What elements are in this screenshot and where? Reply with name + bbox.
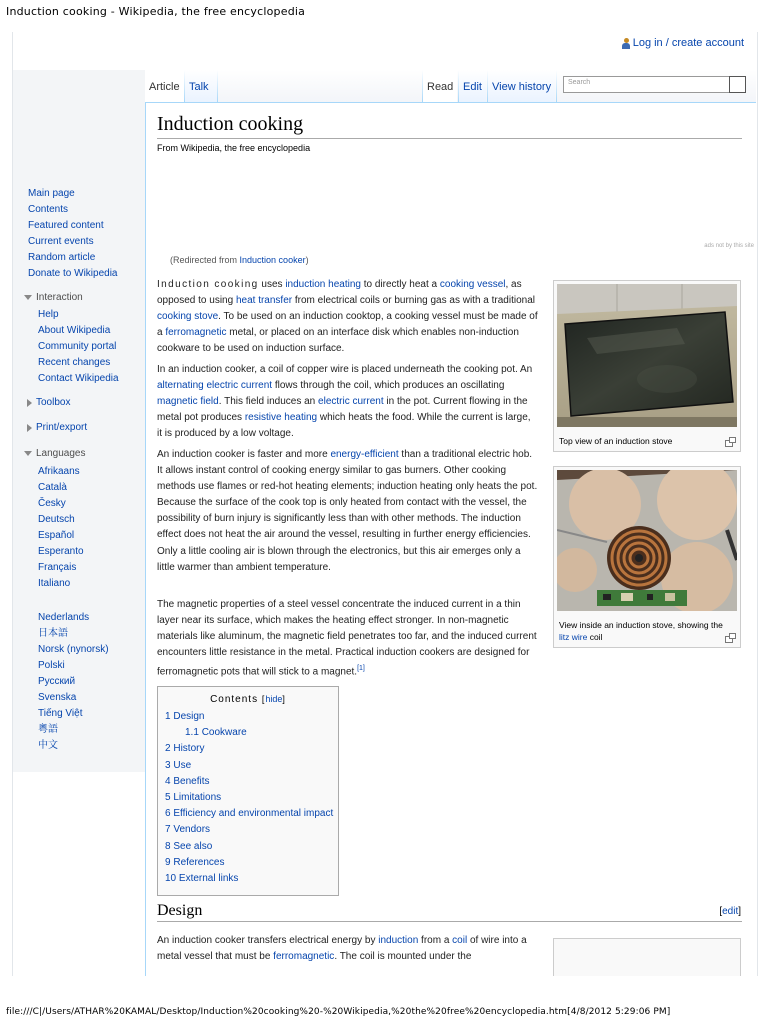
lang-japanese[interactable]: 日本語 [38,628,68,639]
interaction-nav [38,307,119,387]
lang-norsk-nynorsk[interactable]: Norsk (nynorsk) [38,644,109,655]
interaction-heading[interactable] [24,292,83,303]
main-nav [28,186,118,282]
lang-chinese[interactable]: 中文 [38,740,58,751]
toc-title-text: Contents [210,694,259,705]
text-run: In an induction cooker, a coil of copper wire is placed underneath the cooking pot. An [157,364,533,375]
lead-term: Induction cooking [157,279,259,290]
text-run: than a traditional electric hob. It allows instant control of cooking energy similar to gas burners. Other cooking methods use flames or red-hot heating elements; induction heating only heats the pot. Because the surface of the cook top is only heated from contact with the vessel, the possibility of burn injury is significantly less than with other methods. The induction effect does not heat the air around the vessel, resulting in further energy efficiencies. Only a little cooling air is blown through the electronics, but this air emerges only a little warmer than ambient temperature. [157,449,538,573]
collapse-arrow-icon [24,295,32,300]
link-coil[interactable]: coil [452,935,468,946]
toc-item-design[interactable] [158,709,338,725]
reference-1[interactable]: [1] [357,665,365,673]
toc-number: 6 [165,808,171,820]
lang-deutsch[interactable]: Deutsch [38,514,75,525]
toc-number: 4 [165,775,171,787]
lang-afrikaans[interactable]: Afrikaans [38,466,80,477]
interaction-label: Interaction [36,292,83,303]
login-link[interactable] [622,37,744,49]
user-icon [622,38,630,49]
text-run: . This field induces an [218,396,319,408]
nav-about-wikipedia[interactable]: About Wikipedia [38,325,111,336]
nav-main-page[interactable]: Main page [28,188,75,199]
toc-item-limitations[interactable] [158,790,338,806]
languages-label: Languages [36,448,86,459]
tab-separator [556,70,557,102]
text-run: of wire into a metal vessel that must be [157,935,527,963]
thumbnail-caption-2 [557,616,737,644]
thumbnail-inside-view [553,466,741,648]
login-label: Log in / create account [632,37,744,49]
lang-tieng-viet[interactable]: Tiếng Việt [38,708,83,719]
collapse-arrow-icon [24,451,32,456]
text-run: An induction cooker transfers electrical energy by [157,935,379,946]
search-button[interactable] [729,76,746,93]
tab-read[interactable]: Read [423,70,457,102]
text-run: in the pot. Current flowing in the metal pot produces [157,396,528,424]
toc-number: 3 [165,759,171,771]
toc-item-references[interactable] [158,855,338,871]
tab-talk[interactable]: Talk [185,70,217,102]
toc-label: Cookware [201,727,247,739]
edit-link[interactable]: edit [722,906,739,917]
tab-view-history[interactable]: View history [488,70,555,102]
link-induction[interactable]: induction [378,935,419,946]
section-heading-design: Design [157,902,742,922]
caption-text: coil [587,632,603,642]
thumbnail-caption-1 [557,432,737,448]
lang-esperanto[interactable]: Esperanto [38,546,84,557]
tab-separator [217,70,218,102]
nav-featured-content[interactable]: Featured content [28,220,104,231]
toolbox-label: Toolbox [36,397,71,408]
redirect-suffix: ) [305,255,309,265]
text-run: to directly heat a [360,279,440,290]
lang-russian[interactable]: Русский [38,676,76,687]
link-ferromagnetic-2[interactable]: ferromagnetic [273,951,335,963]
link-cooking-stove[interactable]: cooking stove [157,311,219,323]
nav-current-events[interactable]: Current events [28,236,94,247]
ads-note: ads not by this site [704,243,754,249]
toc-item-cookware[interactable] [158,725,338,741]
tab-edit[interactable]: Edit [459,70,486,102]
paragraph-intro [157,277,538,357]
nav-recent-changes[interactable]: Recent changes [38,357,111,368]
toc-label: External links [178,873,239,885]
toc-number: 5 [165,792,171,804]
induction-stove-inside-image[interactable] [557,470,737,616]
link-cooking-vessel[interactable]: cooking vessel [439,279,506,290]
toc-label: See also [173,840,213,852]
toc-title: Contents [hide] [210,694,286,705]
lang-francais[interactable]: Français [38,562,77,573]
nav-donate[interactable]: Donate to Wikipedia [28,268,118,279]
toc-number: 9 [165,856,171,868]
sidebar-top [13,70,145,102]
lang-italiano[interactable]: Italiano [38,578,71,589]
lang-svenska[interactable]: Svenska [38,692,77,703]
toc-item-vendors[interactable] [158,822,338,838]
text-run: An induction cooker is faster and more [157,449,331,460]
toc-hide-toggle[interactable]: hide [265,694,283,704]
toc-number: 1 [165,711,171,722]
text-run: flows through the coil, which produces an oscillating [272,380,505,392]
print-footer-path: file:///C|/Users/ATHAR%20KAMAL/Desktop/Induction%20cooking%20-%20Wikipedia,%20the%20free%20encyclopedia.htm[4/8/2012 5:29:06 PM] [6,1007,671,1017]
nav-contact-wikipedia[interactable]: Contact Wikipedia [38,373,119,384]
toc-label: Benefits [173,775,210,787]
search-input[interactable]: Search [563,76,746,93]
thumbnail-partial [553,938,741,978]
expand-arrow-icon [27,399,32,407]
toc-number: 2 [165,743,171,755]
print-export-heading[interactable] [27,422,87,433]
paragraph-mechanism [157,362,538,442]
toc-item-efficiency[interactable] [158,806,338,822]
lang-espanol[interactable]: Español [38,530,75,541]
toc-label: Vendors [173,824,211,836]
nav-contents[interactable]: Contents [28,204,69,215]
text-run: uses [258,279,286,290]
toc-item-history[interactable] [158,741,338,757]
lang-cantonese[interactable]: 粵語 [38,724,58,735]
stove-inside-photo [557,470,737,611]
nav-help[interactable]: Help [38,309,59,320]
text-run: from a [418,935,453,946]
link-alternating-current[interactable]: alternating electric current [157,380,273,392]
toc-label: Design [173,711,205,722]
toc-list [158,709,338,887]
redirect-link[interactable]: Induction cooker [239,255,306,265]
lang-polski[interactable]: Polski [38,660,65,671]
languages-nav [38,464,84,592]
link-induction-heating[interactable]: induction heating [285,279,361,290]
text-run: . The coil is mounted under the [334,951,472,963]
link-magnetic-field[interactable]: magnetic field [157,396,219,408]
languages-heading[interactable] [24,448,86,459]
magnify-icon[interactable] [725,633,735,642]
languages-nav-2 [38,610,109,754]
caption-text: View inside an induction stove, showing the [559,620,723,630]
paragraph-efficiency [157,447,538,576]
link-ferromagnetic[interactable]: ferromagnetic [165,327,227,339]
text-run: , as opposed to using [157,279,522,307]
toc-label: History [173,743,205,755]
page-cut [12,976,758,996]
tab-article[interactable]: Article [145,70,184,102]
window-title: Induction cooking - Wikipedia, the free encyclopedia [6,5,306,18]
nav-random-article[interactable]: Random article [28,252,96,263]
stove-top-photo [557,284,737,427]
toc-label: References [173,856,225,868]
toc-number: 8 [165,840,171,852]
paragraph-magnetic [157,597,538,681]
section-edit: [edit] [719,906,741,917]
toc-number: 1.1 [185,727,199,739]
text-run: . To be used on an induction cooktop, a cooking vessel must be made of a [157,311,538,339]
lang-catala[interactable]: Català [38,482,67,493]
text-run: The magnetic properties of a steel vessel concentrate the induced current in a thin layer near its surface, which makes the heating effect stronger. In non-magnetic materials like aluminum, the magnetic field penetrates too far, and the induced current encounters little resistance in the metal. Practical induction cookers are designed for ferromagnetic pots that will stick to a magnet. [157,599,537,678]
expand-arrow-icon [27,424,32,432]
thumbnail-top-view [553,280,741,452]
paragraph-design [157,933,538,965]
text-run: from electrical coils or burning gas as with a traditional [292,295,535,307]
toc-label: Limitations [173,792,222,804]
table-of-contents [157,686,339,896]
text-run: metal, or placed on an interface disk which enables non-induction cookware to be used on induction surface. [157,327,519,355]
toc-item-see-also[interactable] [158,839,338,855]
nav-community-portal[interactable]: Community portal [38,341,117,352]
toolbox-heading[interactable] [27,397,70,408]
site-tagline: From Wikipedia, the free encyclopedia [157,143,311,153]
toc-number: 10 [165,873,177,885]
toc-number: 7 [165,824,171,836]
magnify-icon[interactable] [725,437,735,446]
toc-item-benefits[interactable] [158,774,338,790]
page-title: Induction cooking [157,113,742,139]
link-litz-wire[interactable]: litz wire [559,632,588,642]
toc-label: Use [173,759,192,771]
link-electric-current[interactable]: electric current [318,396,384,408]
link-resistive-heating[interactable]: resistive heating [244,412,318,424]
induction-stove-top-image[interactable] [557,284,737,432]
lang-nederlands[interactable]: Nederlands [38,612,90,623]
toc-label: Efficiency and environmental impact [173,808,334,820]
toc-item-external-links[interactable] [158,871,338,887]
text-run: which heats the food. While the current is large, it is produced by a low voltage. [157,412,531,440]
redirect-prefix: (Redirected from [170,255,240,265]
toc-item-use[interactable] [158,758,338,774]
link-energy-efficient[interactable]: energy-efficient [330,449,399,460]
redirect-note [170,255,309,265]
link-heat-transfer[interactable]: heat transfer [235,295,293,307]
lang-cesky[interactable]: Česky [38,498,66,509]
caption-text: Top view of an induction stove [559,436,673,446]
print-export-label: Print/export [36,422,88,433]
